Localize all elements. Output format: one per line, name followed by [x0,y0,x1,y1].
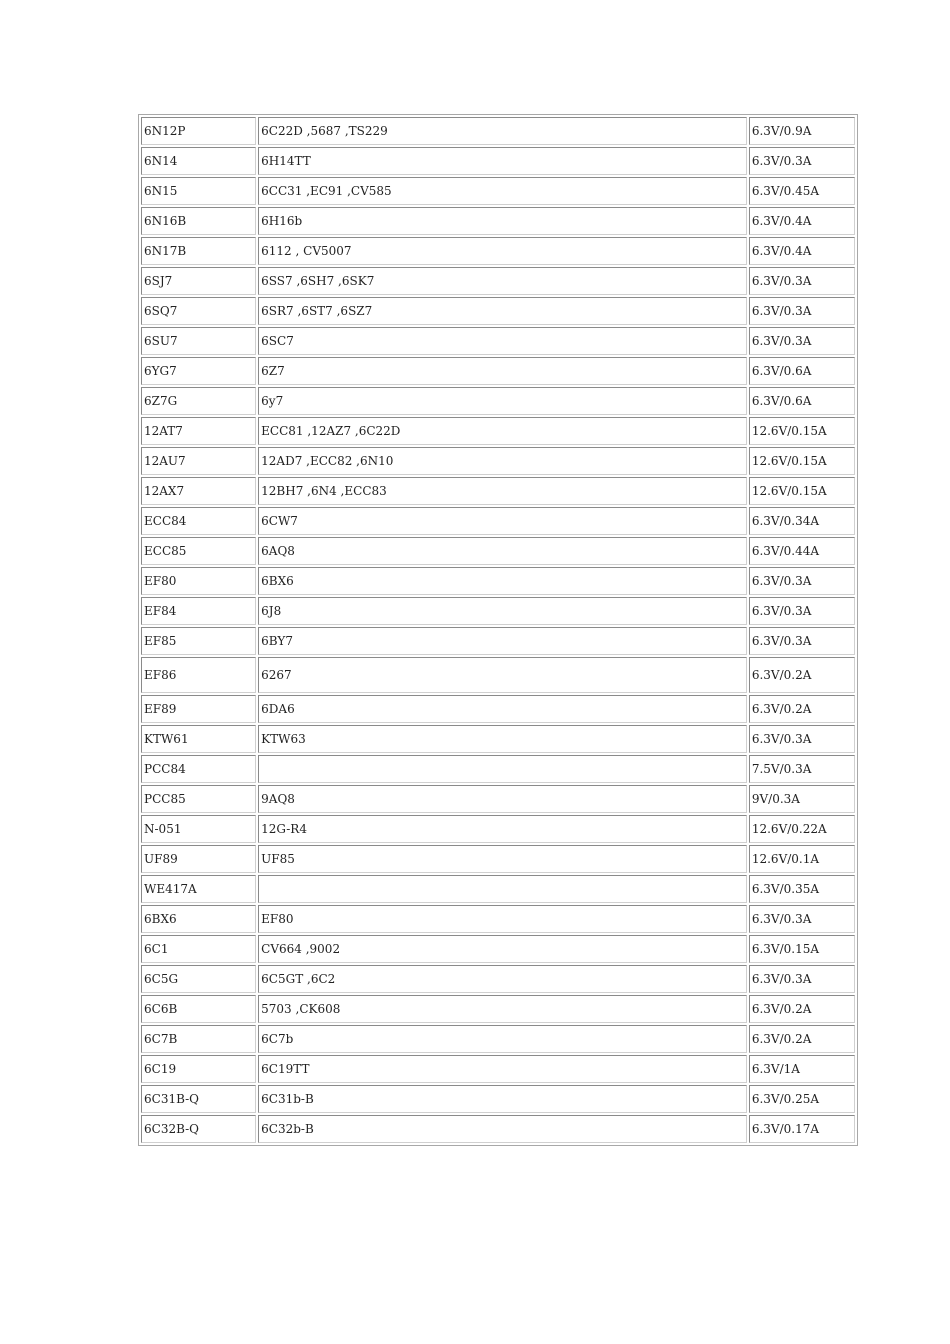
model-cell: 12AT7 [141,417,256,445]
model-cell: 6C5G [141,965,256,993]
heater-rating-cell: 6.3V/0.4A [749,237,855,265]
table-row [141,597,855,625]
table-row [141,785,855,813]
model-cell: 6C7B [141,1025,256,1053]
equivalents-cell: 6C5GT ,6C2 [258,965,747,993]
model-cell: 6C1 [141,935,256,963]
model-cell: EF80 [141,567,256,595]
equivalents-cell: 6SC7 [258,327,747,355]
tube-substitution-table [138,114,858,1146]
heater-rating-cell: 9V/0.3A [749,785,855,813]
table-row [141,507,855,535]
model-cell: N-051 [141,815,256,843]
table-row [141,117,855,145]
table-row [141,875,855,903]
equivalents-cell: KTW63 [258,725,747,753]
heater-rating-cell: 6.3V/1A [749,1055,855,1083]
heater-rating-cell: 6.3V/0.3A [749,965,855,993]
model-cell: PCC84 [141,755,256,783]
equivalents-cell: 12AD7 ,ECC82 ,6N10 [258,447,747,475]
model-cell: WE417A [141,875,256,903]
table-row [141,237,855,265]
table-row [141,1085,855,1113]
heater-rating-cell: 6.3V/0.15A [749,935,855,963]
model-cell: 6BX6 [141,905,256,933]
table-row [141,965,855,993]
heater-rating-cell: 6.3V/0.2A [749,1025,855,1053]
table-row [141,755,855,783]
table-row [141,327,855,355]
heater-rating-cell: 12.6V/0.1A [749,845,855,873]
table-row [141,147,855,175]
heater-rating-cell: 12.6V/0.15A [749,447,855,475]
equivalents-cell: 12G-R4 [258,815,747,843]
heater-rating-cell: 6.3V/0.35A [749,875,855,903]
table-row [141,695,855,723]
table-row [141,1055,855,1083]
table-row [141,905,855,933]
equivalents-cell: 6C22D ,5687 ,TS229 [258,117,747,145]
table-row [141,1115,855,1143]
heater-rating-cell: 6.3V/0.2A [749,995,855,1023]
heater-rating-cell: 6.3V/0.3A [749,627,855,655]
model-cell: EF89 [141,695,256,723]
model-cell: 6SQ7 [141,297,256,325]
table-row [141,477,855,505]
heater-rating-cell: 6.3V/0.3A [749,597,855,625]
table-row [141,657,855,693]
table-row [141,725,855,753]
equivalents-cell: 5703 ,CK608 [258,995,747,1023]
equivalents-cell: ECC81 ,12AZ7 ,6C22D [258,417,747,445]
equivalents-cell: 6BY7 [258,627,747,655]
model-cell: ECC85 [141,537,256,565]
equivalents-cell: 6BX6 [258,567,747,595]
model-cell: 6Z7G [141,387,256,415]
equivalents-cell: 6C32b-B [258,1115,747,1143]
model-cell: 6N15 [141,177,256,205]
equivalents-cell: 6DA6 [258,695,747,723]
model-cell: 6N12P [141,117,256,145]
table-row [141,935,855,963]
equivalents-cell [258,875,747,903]
equivalents-cell: UF85 [258,845,747,873]
model-cell: PCC85 [141,785,256,813]
heater-rating-cell: 6.3V/0.6A [749,387,855,415]
equivalents-cell: 6SR7 ,6ST7 ,6SZ7 [258,297,747,325]
heater-rating-cell: 6.3V/0.34A [749,507,855,535]
heater-rating-cell: 6.3V/0.4A [749,207,855,235]
model-cell: EF86 [141,657,256,693]
model-cell: 6SJ7 [141,267,256,295]
equivalents-cell: EF80 [258,905,747,933]
equivalents-cell: 6H14TT [258,147,747,175]
equivalents-cell [258,755,747,783]
table-row [141,537,855,565]
model-cell: 6C32B-Q [141,1115,256,1143]
table-row [141,815,855,843]
heater-rating-cell: 6.3V/0.3A [749,147,855,175]
model-cell: ECC84 [141,507,256,535]
equivalents-cell: 6CC31 ,EC91 ,CV585 [258,177,747,205]
equivalents-cell: 6H16b [258,207,747,235]
equivalents-cell: 6C7b [258,1025,747,1053]
heater-rating-cell: 6.3V/0.17A [749,1115,855,1143]
model-cell: 6C31B-Q [141,1085,256,1113]
table-row [141,177,855,205]
table-row [141,995,855,1023]
heater-rating-cell: 6.3V/0.44A [749,537,855,565]
heater-rating-cell: 6.3V/0.3A [749,267,855,295]
equivalents-cell: 6J8 [258,597,747,625]
heater-rating-cell: 12.6V/0.15A [749,417,855,445]
equivalents-cell: 6C31b-B [258,1085,747,1113]
model-cell: 6C19 [141,1055,256,1083]
model-cell: EF84 [141,597,256,625]
equivalents-cell: 6C19TT [258,1055,747,1083]
equivalents-cell: 6267 [258,657,747,693]
heater-rating-cell: 6.3V/0.45A [749,177,855,205]
model-cell: 6N14 [141,147,256,175]
table-row [141,417,855,445]
model-cell: KTW61 [141,725,256,753]
model-cell: 6YG7 [141,357,256,385]
heater-rating-cell: 6.3V/0.3A [749,725,855,753]
table-row [141,1025,855,1053]
model-cell: 6SU7 [141,327,256,355]
model-cell: UF89 [141,845,256,873]
model-cell: 12AX7 [141,477,256,505]
equivalents-cell: 6112 , CV5007 [258,237,747,265]
equivalents-cell: 12BH7 ,6N4 ,ECC83 [258,477,747,505]
heater-rating-cell: 6.3V/0.6A [749,357,855,385]
table-row [141,267,855,295]
equivalents-cell: 6SS7 ,6SH7 ,6SK7 [258,267,747,295]
table-row [141,207,855,235]
equivalents-cell: CV664 ,9002 [258,935,747,963]
model-cell: 12AU7 [141,447,256,475]
heater-rating-cell: 6.3V/0.9A [749,117,855,145]
heater-rating-cell: 6.3V/0.3A [749,905,855,933]
table-row [141,357,855,385]
table-row [141,387,855,415]
table-row [141,567,855,595]
equivalents-cell: 6CW7 [258,507,747,535]
equivalents-cell: 6y7 [258,387,747,415]
heater-rating-cell: 6.3V/0.25A [749,1085,855,1113]
model-cell: EF85 [141,627,256,655]
heater-rating-cell: 12.6V/0.22A [749,815,855,843]
table-row [141,845,855,873]
equivalents-cell: 9AQ8 [258,785,747,813]
heater-rating-cell: 6.3V/0.2A [749,695,855,723]
table-row [141,297,855,325]
heater-rating-cell: 12.6V/0.15A [749,477,855,505]
table-row [141,447,855,475]
heater-rating-cell: 6.3V/0.3A [749,567,855,595]
heater-rating-cell: 6.3V/0.2A [749,657,855,693]
table-row [141,627,855,655]
table-body [141,117,855,1143]
heater-rating-cell: 7.5V/0.3A [749,755,855,783]
model-cell: 6N16B [141,207,256,235]
model-cell: 6N17B [141,237,256,265]
heater-rating-cell: 6.3V/0.3A [749,327,855,355]
equivalents-cell: 6AQ8 [258,537,747,565]
equivalents-cell: 6Z7 [258,357,747,385]
model-cell: 6C6B [141,995,256,1023]
heater-rating-cell: 6.3V/0.3A [749,297,855,325]
